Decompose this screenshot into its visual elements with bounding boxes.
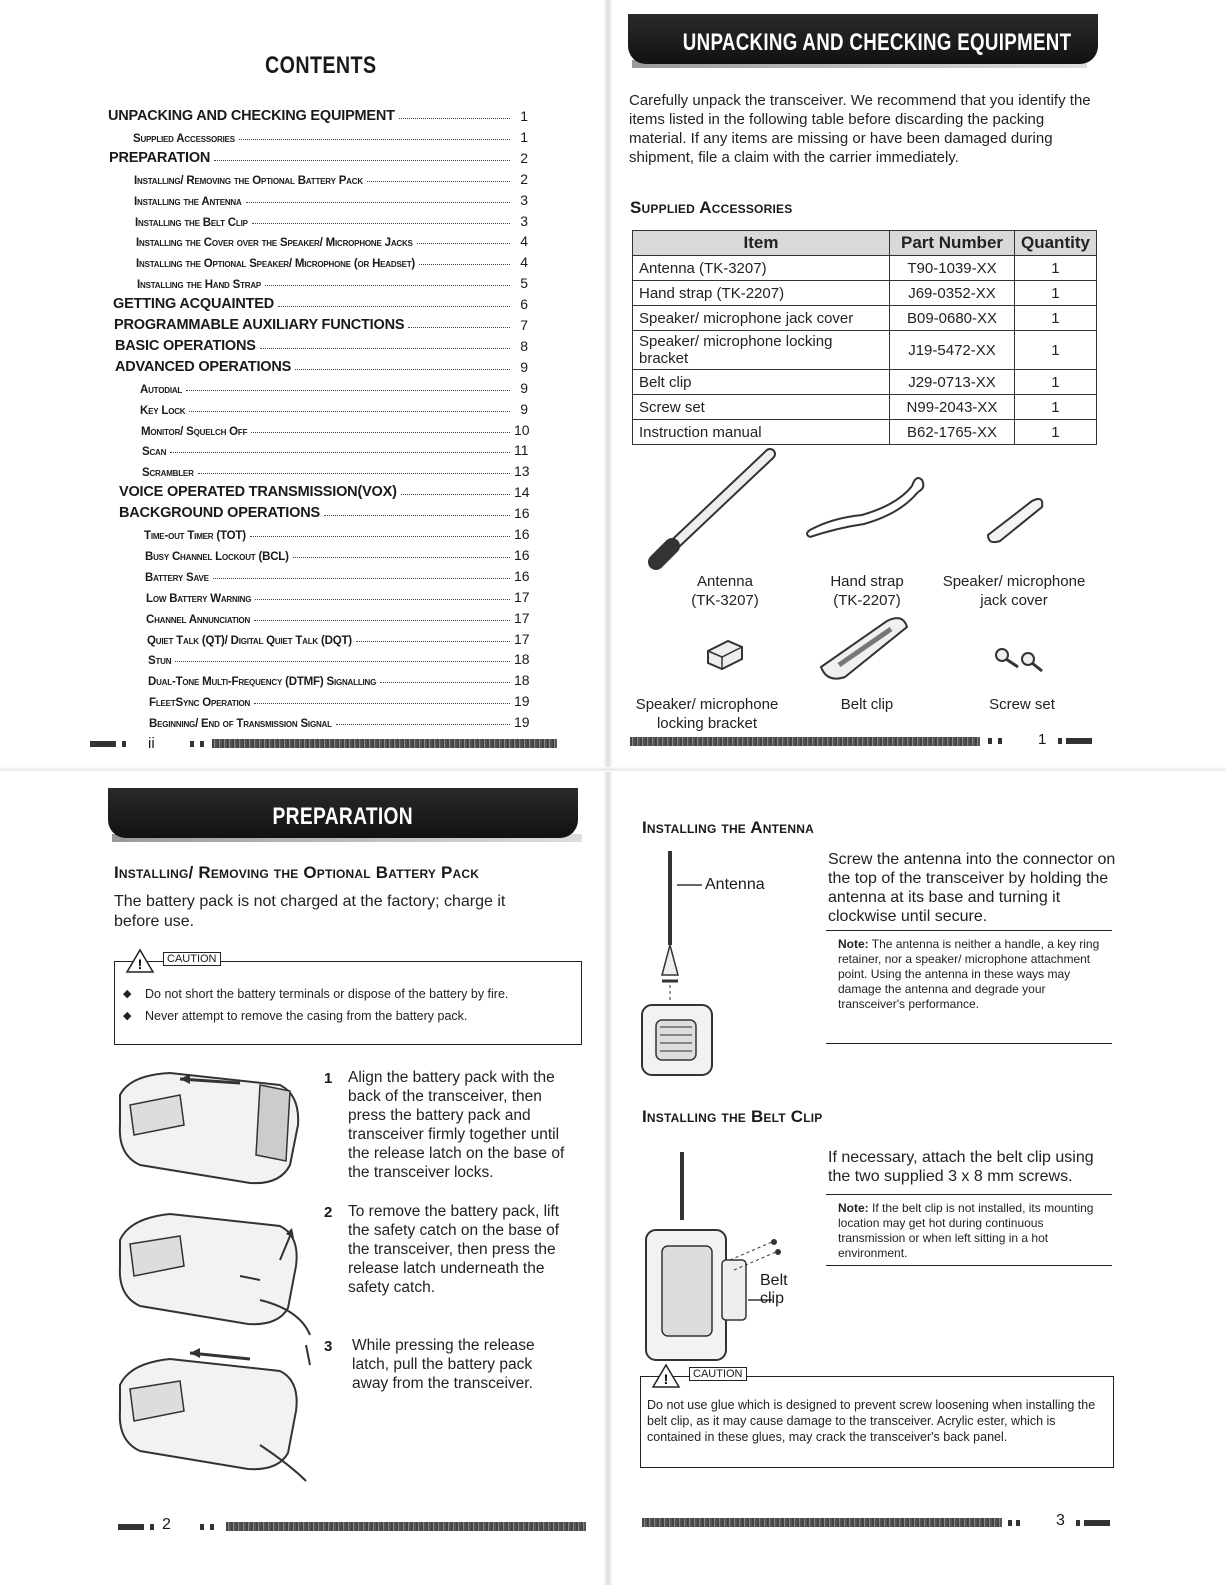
toc-page-number: 17 — [514, 630, 530, 647]
toc-page-number: 17 — [514, 609, 530, 626]
toc-page-number: 16 — [514, 567, 530, 584]
screw-set-caption: Screw set — [989, 696, 1055, 713]
belt-clip-note — [826, 1194, 1112, 1266]
contents-title: CONTENTS — [265, 52, 377, 79]
dot-leader — [186, 390, 510, 391]
toc-entry-label: Installing the Antenna — [134, 195, 242, 208]
toc-page-number: 3 — [520, 191, 528, 208]
toc-page-number: 9 — [520, 358, 528, 375]
page-number: 3 — [1056, 1512, 1065, 1529]
table-cell-item: Hand strap (TK-2207) — [633, 281, 890, 306]
toc-subsection-entry — [136, 248, 528, 270]
toc-entry-label: Quiet Talk (QT)/ Digital Quiet Talk (DQT) — [147, 634, 352, 647]
footer-ornament — [1084, 1520, 1110, 1526]
section-heading — [630, 198, 792, 218]
intro-paragraph: The battery pack is not charged at the factory; charge it before use. — [114, 893, 506, 930]
toc-section-entry — [115, 353, 528, 375]
table-cell-qty: 1 — [1015, 306, 1097, 331]
toc-subsection-entry — [142, 436, 528, 458]
dot-leader — [246, 202, 510, 203]
dot-leader — [252, 223, 510, 224]
toc-subsection-entry — [149, 708, 528, 730]
column-header-quantity: Quantity — [1015, 231, 1097, 256]
toc-entry-label: PREPARATION — [109, 149, 211, 166]
toc-subsection-entry — [146, 583, 528, 605]
footer-ornament — [200, 741, 204, 747]
step-number: 1 — [324, 1070, 333, 1087]
page-number: ii — [148, 735, 155, 752]
toc-page-number: 9 — [520, 400, 528, 417]
toc-entry-label: Installing the Belt Clip — [135, 216, 248, 229]
antenna-callout: Antenna — [705, 876, 765, 893]
toc-entry-label: ADVANCED OPERATIONS — [115, 358, 292, 375]
toc-page-number: 9 — [520, 379, 528, 396]
table-row — [633, 331, 1097, 370]
svg-text:!: ! — [663, 1371, 669, 1387]
note-text: If the belt clip is not installed, its mounting location may get hot during continuous transmission or when left sitting in a hot environment. — [838, 1201, 1094, 1260]
table-cell-part: J29-0713-XX — [890, 370, 1015, 395]
toc-subsection-entry — [140, 374, 528, 396]
caution-box — [640, 1368, 1114, 1468]
toc-section-entry — [109, 144, 528, 166]
dot-leader — [399, 118, 510, 119]
footer-ornament — [118, 1524, 144, 1530]
toc-entry-label: Beginning/ End of Transmission Signal — [149, 718, 332, 731]
caution-label: CAUTION — [689, 1367, 747, 1381]
toc-page-number: 6 — [520, 296, 528, 313]
dot-leader — [356, 641, 510, 642]
dot-leader — [380, 682, 510, 683]
table-cell-item: Speaker/ microphone jack cover — [633, 306, 890, 331]
toc-subsection-entry — [149, 687, 528, 709]
locking-bracket-caption: Speaker/ microphone locking bracket — [635, 696, 779, 732]
toc-subsection-entry — [147, 625, 528, 647]
dot-leader — [170, 452, 510, 453]
battery-install-illustration — [110, 1065, 310, 1195]
step-text: Align the battery pack with the back of the transceiver, then press the battery pack and transceiver firmly together until the release latch on the base of the transceiver locks. — [348, 1069, 565, 1181]
page-divider — [0, 767, 1225, 772]
toc-page-number: 2 — [520, 170, 528, 187]
toc-entry-label: Monitor/ Squelch Off — [141, 425, 248, 438]
table-cell-item: Belt clip — [633, 370, 890, 395]
battery-remove-illustration — [110, 1200, 320, 1340]
toc-entry-label: Scrambler — [142, 467, 194, 480]
footer-ornament — [1016, 1520, 1020, 1526]
jack-cover-caption: Speaker/ microphone jack cover — [942, 573, 1086, 609]
dot-leader — [175, 661, 510, 662]
dot-leader — [214, 160, 510, 161]
preparation-page — [0, 770, 605, 1585]
footer-bar — [630, 737, 980, 746]
toc-page-number: 4 — [520, 254, 528, 271]
toc-entry-label: Installing the Cover over the Speaker/ Microphone Jacks — [136, 237, 413, 250]
dot-leader — [265, 285, 510, 286]
step-text: To remove the battery pack, lift the safety catch on the base of the transceiver, then press the release latch underneath the safety catch. — [348, 1203, 560, 1296]
toc-page-number: 19 — [514, 714, 530, 731]
toc-entry-label: Installing the Hand Strap — [137, 279, 262, 292]
toc-page-number: 14 — [514, 484, 530, 501]
warning-icon — [651, 1363, 681, 1389]
section-banner — [628, 14, 1098, 64]
footer-ornament — [190, 741, 194, 747]
dot-leader — [417, 243, 510, 244]
dot-leader — [278, 306, 510, 307]
table-cell-item: Speaker/ microphone locking bracket — [633, 331, 890, 370]
svg-text:!: ! — [137, 956, 143, 972]
dot-leader — [213, 578, 510, 579]
toc-subsection-entry — [145, 562, 528, 584]
toc-subsection-entry — [134, 186, 528, 208]
column-header-item: Item — [633, 231, 890, 256]
dot-leader — [419, 264, 510, 265]
page-number: 1 — [1038, 731, 1047, 748]
toc-section-entry — [114, 311, 528, 333]
toc-subsection-entry — [141, 416, 528, 438]
table-cell-part: J19-5472-XX — [890, 331, 1015, 370]
toc-page-number: 16 — [514, 546, 530, 563]
section-heading: Installing/ Removing the Optional Battery Pack — [114, 863, 480, 882]
toc-page-number: 4 — [520, 233, 528, 250]
battery-detach-illustration — [110, 1335, 320, 1485]
footer-ornament — [1058, 738, 1062, 744]
dot-leader — [251, 432, 510, 433]
toc-section-entry — [119, 478, 528, 500]
step-number: 3 — [324, 1338, 333, 1355]
footer-ornament — [998, 738, 1002, 744]
screw-set-illustration — [992, 645, 1052, 675]
section-banner — [108, 788, 578, 838]
caution-label: CAUTION — [163, 952, 221, 966]
toc-subsection-entry — [134, 165, 528, 187]
toc-page-number: 18 — [514, 651, 530, 668]
toc-entry-label: UNPACKING AND CHECKING EQUIPMENT — [108, 108, 395, 124]
table-row — [633, 256, 1097, 281]
note-text: The antenna is neither a handle, a key ring retainer, nor a speaker/ microphone attachment point. Using the antenna in these ways may damage the antenna and degrade your transceiver's performance. — [838, 937, 1100, 1011]
toc-page-number: 19 — [514, 693, 530, 710]
table-row — [633, 420, 1097, 445]
toc-subsection-entry — [140, 395, 528, 417]
toc-entry-label: BACKGROUND OPERATIONS — [119, 505, 320, 522]
toc-section-entry — [113, 290, 528, 312]
table-cell-item: Antenna (TK-3207) — [633, 256, 890, 281]
antenna-instructions: Screw the antenna into the connector on the top of the transceiver by holding the antenna at its base and turning it clockwise until secure. — [828, 851, 1116, 925]
table-cell-qty: 1 — [1015, 256, 1097, 281]
toc-subsection-entry — [146, 604, 528, 626]
antenna-note — [826, 930, 1112, 1044]
toc-subsection-entry — [144, 520, 528, 542]
toc-page-number: 1 — [520, 108, 528, 124]
toc-entry-label: Low Battery Warning — [146, 592, 252, 605]
table-row — [633, 306, 1097, 331]
belt-clip-install-illustration — [632, 1150, 782, 1370]
toc-subsection-entry — [136, 227, 528, 249]
dot-leader — [293, 557, 510, 558]
dot-leader — [250, 536, 510, 537]
installation-page — [612, 770, 1225, 1585]
column-header-part: Part Number — [890, 231, 1015, 256]
toc-entry-label: Time-out Timer (TOT) — [144, 530, 246, 542]
toc-entry-label: Autodial — [140, 383, 183, 396]
toc-page-number: 7 — [520, 317, 528, 333]
accessories-table — [632, 230, 1097, 445]
supplied-accessories-heading: Supplied Accessories — [630, 198, 793, 217]
unpacking-page — [612, 0, 1225, 770]
footer-bar — [226, 1522, 586, 1531]
footer-ornament — [1008, 1520, 1012, 1526]
banner-title: PREPARATION — [272, 803, 414, 830]
table-cell-part: B62-1765-XX — [890, 420, 1015, 445]
toc-section-entry — [115, 332, 528, 354]
dot-leader — [336, 724, 510, 725]
toc-subsection-entry — [137, 269, 528, 291]
table-cell-qty: 1 — [1015, 370, 1097, 395]
dot-leader — [367, 181, 510, 182]
toc-subsection-entry — [133, 123, 528, 145]
hand-strap-illustration — [802, 470, 932, 550]
hand-strap-caption: Hand strap (TK-2207) — [830, 573, 904, 609]
toc-page-number: 11 — [514, 442, 529, 459]
toc-entry-label: PROGRAMMABLE AUXILIARY FUNCTIONS — [114, 317, 405, 333]
toc-entry-label: Stun — [148, 655, 172, 668]
footer-ornament — [210, 1524, 214, 1530]
table-cell-qty: 1 — [1015, 420, 1097, 445]
table-row — [633, 370, 1097, 395]
antenna-illustration — [642, 448, 802, 578]
toc-entry-label: Battery Save — [145, 571, 209, 584]
toc-page-number: 2 — [520, 149, 528, 166]
dot-leader — [408, 327, 510, 328]
toc-subsection-entry — [142, 457, 528, 479]
toc-subsection-entry — [145, 541, 528, 563]
toc-entry-label: Installing the Optional Speaker/ Microphone (or Headset) — [136, 258, 416, 271]
table-cell-qty: 1 — [1015, 395, 1097, 420]
belt-clip-illustration — [817, 615, 917, 685]
table-row — [633, 281, 1097, 306]
toc-page-number: 10 — [514, 421, 530, 438]
toc-page-number: 3 — [520, 212, 528, 229]
toc-entry-label: Busy Channel Lockout (BCL) — [145, 550, 289, 563]
toc-section-entry — [119, 499, 528, 521]
dot-leader — [254, 620, 510, 621]
locking-bracket-illustration — [702, 633, 752, 673]
table-row — [633, 395, 1097, 420]
intro-paragraph: Carefully unpack the transceiver. We recommend that you identify the items listed in the following table before discarding the packing material. If any items are missing or have been damaged during shipment, file a claim with the carrier immediately. — [629, 92, 1091, 166]
note-label: Note: — [838, 1201, 869, 1215]
toc-page-number: 1 — [520, 128, 528, 145]
table-cell-part: N99-2043-XX — [890, 395, 1015, 420]
toc-entry-label: Dual-Tone Multi-Frequency (DTMF) Signalling — [148, 676, 377, 689]
footer-ornament — [122, 741, 126, 747]
footer-ornament — [1066, 738, 1092, 744]
bullet-icon: ◆ — [123, 1010, 132, 1022]
antenna-caption: Antenna (TK-3207) — [691, 573, 759, 609]
toc-page-number: 8 — [520, 337, 528, 354]
table-cell-qty: 1 — [1015, 281, 1097, 306]
dot-leader — [198, 473, 510, 474]
step-number: 2 — [324, 1204, 333, 1221]
toc-entry-label: FleetSync Operation — [149, 697, 251, 710]
banner-title: UNPACKING AND CHECKING EQUIPMENT — [682, 29, 1072, 56]
table-cell-item: Screw set — [633, 395, 890, 420]
table-cell-part: J69-0352-XX — [890, 281, 1015, 306]
table-cell-qty: 1 — [1015, 331, 1097, 370]
caution-item: ◆ Never attempt to remove the casing from the battery pack. — [123, 1009, 468, 1023]
toc-entry-label: Channel Annunciation — [146, 613, 251, 626]
toc-entry-label: Installing/ Removing the Optional Battery Pack — [134, 174, 363, 187]
toc-entry-label: Scan — [142, 446, 167, 459]
toc-page-number: 16 — [514, 526, 530, 542]
dot-leader — [189, 411, 510, 412]
section-heading: Installing the Antenna — [642, 818, 814, 837]
footer-ornament — [90, 741, 116, 747]
toc-section-entry — [108, 102, 528, 124]
book-spine — [603, 0, 613, 1585]
page-number: 2 — [162, 1516, 171, 1533]
dot-leader — [239, 139, 510, 140]
dot-leader — [295, 369, 510, 370]
caution-item: ◆ Do not short the battery terminals or dispose of the battery by fire. — [123, 987, 509, 1001]
toc-page-number: 17 — [514, 588, 530, 605]
footer-ornament — [150, 1524, 154, 1530]
toc-page-number: 5 — [520, 275, 528, 292]
table-cell-part: B09-0680-XX — [890, 306, 1015, 331]
belt-clip-callout: Belt clip — [760, 1272, 788, 1307]
footer-ornament — [200, 1524, 204, 1530]
toc-entry-label: Supplied Accessories — [133, 132, 235, 145]
toc-subsection-entry — [135, 207, 528, 229]
toc-entry-label: Key Lock — [140, 404, 186, 417]
caution-text: Do not use glue which is designed to prevent screw loosening when installing the belt clip, as it may cause damage to the transceiver. Acrylic ester, which is contained in these glues, may crack the transceiver's back panel. — [647, 1398, 1096, 1444]
step-text: While pressing the release latch, pull the battery pack away from the transceiver. — [352, 1337, 535, 1392]
dot-leader — [260, 348, 510, 349]
dot-leader — [401, 494, 510, 495]
footer-ornament — [988, 738, 992, 744]
table-cell-part: T90-1039-XX — [890, 256, 1015, 281]
jack-cover-illustration — [982, 495, 1052, 545]
belt-clip-instructions: If necessary, attach the belt clip using the two supplied 3 x 8 mm screws. — [828, 1149, 1094, 1185]
warning-icon — [125, 948, 155, 974]
contents-page — [0, 0, 605, 770]
toc-entry-label: VOICE OPERATED TRANSMISSION(VOX) — [119, 484, 397, 501]
section-heading: Installing the Belt Clip — [642, 1107, 823, 1126]
bullet-icon: ◆ — [123, 988, 132, 1000]
belt-clip-caption: Belt clip — [840, 696, 894, 713]
dot-leader — [254, 703, 510, 704]
toc-page-number: 16 — [514, 505, 530, 522]
footer-ornament — [1076, 1520, 1080, 1526]
toc-page-number: 18 — [514, 672, 530, 689]
note-label: Note: — [838, 937, 869, 951]
toc-page-number: 13 — [514, 463, 530, 480]
toc-subsection-entry — [148, 645, 528, 667]
footer-bar — [212, 739, 557, 748]
dot-leader — [324, 515, 510, 516]
toc-subsection-entry — [148, 666, 528, 688]
caution-box — [114, 953, 582, 1045]
dot-leader — [255, 599, 510, 600]
table-cell-item: Instruction manual — [633, 420, 890, 445]
footer-bar — [642, 1518, 1002, 1527]
toc-entry-label: GETTING ACQUAINTED — [113, 296, 274, 313]
caution-list — [123, 986, 553, 1024]
toc-entry-label: BASIC OPERATIONS — [115, 337, 256, 354]
